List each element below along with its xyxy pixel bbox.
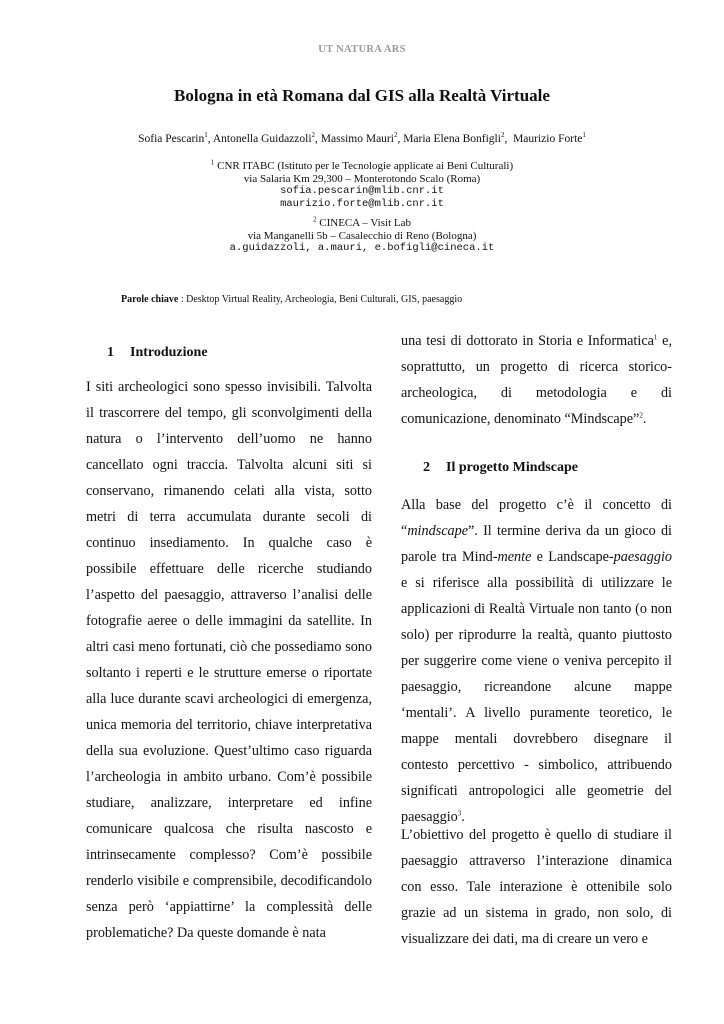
section-title: Il progetto Mindscape [446,460,578,475]
affiliation-line: via Salaria Km 29,300 – Monterotondo Scalo (Roma) [243,172,481,185]
footnote-mark: 3 [457,809,462,818]
text-run: ”. Il termine deriva da un gioco di parole tra Mind- [401,523,672,565]
footnote-mark: 1 [653,333,658,342]
text-run: Alla base del progetto c’è il concetto di “ [401,497,672,539]
text-run: e, soprattutto, un progetto di ricerca storico-archeologica, di metodologia e di comunicazione, denominato “Mindscape” [401,333,672,427]
right-column-paragraph-1 [401,328,672,432]
affiliation-email: maurizio.forte@mlib.cnr.it [280,197,444,210]
author-name: Antonella Guidazzoli [212,133,312,145]
emphasis: mente [497,549,532,565]
keywords [121,294,681,305]
text-run: e si riferisce alla possibilità di utilizzare le applicazioni di Realtà Virtuale non tanto (o non solo) per riprodurre la realtà, quanto piuttosto per suggerire come viene o veniva percepito il paesaggio, ricreandone alcune mappe ‘mentali’. A livello puramente teoretico, le mappe mentali dovrebbero disegnare il contesto percettivo - simbolico, attribuendo significati antropologici alle geometrie del paesaggio [401,575,672,825]
body-paragraph [401,328,672,432]
text-run: e Landscape- [531,549,614,565]
text-run: una tesi di dottorato in Storia e Informatica [401,333,654,349]
section-title: Introduzione [130,345,208,360]
affiliation-number: 2 [313,215,317,224]
footnote-mark: 2 [639,411,643,420]
emphasis: mindscape [407,523,468,539]
body-paragraph: I siti archeologici sono spesso invisibili. Talvolta il trascorrere del tempo, gli sconvolgimenti della natura o l’intervento dell’uomo ne hanno cancellato ogni traccia. Talvolta alcuni siti si conservano, rimanendo celati alla vista, sotto metri di terra accumulata durante secoli di continuo insediamento. In qualche caso è possibile effettuare delle ricerche studiando l’aspetto del paesaggio, attraverso l’analisi delle fotografie aeree o delle immagini da satellite. In altri casi meno fortunati, ciò che possediamo sono soltanto i reperti e le strutture emerse o riportate alla luce durante scavi archeologici di emergenza, unica memoria del territorio, chiave interpretativa della sua evoluzione. Quest’ultimo caso riguarda l’archeologia in ambito urbano. Com’è possibile studiare, analizzare, interpretare ed infine comunicare qualcosa che risulta nascosto e intrinsecamente complesso? Com’è possibile renderlo visibile e comprensibile, decodificandolo senza però ‘appiattirne’ la complessità delle problematiche? Da queste domande è nata [86,379,372,941]
left-column [86,374,372,946]
text-run: . [642,411,647,427]
affiliation-2 [0,217,724,255]
author-affiliation-mark: 2 [500,131,505,140]
affiliation-line: CINECA – Visit Lab [319,217,411,229]
affiliation-email: a.guidazzoli, a.mauri, e.bofigli@cineca.it [229,242,495,254]
paper-title: Bologna in età Romana dal GIS alla Realtà Virtuale [174,86,550,105]
author-affiliation-mark: 1 [204,131,208,140]
author-list: Sofia Pescarin$^1$, Antonella Guidazzoli$^2$, Massimo Mauri$^2$, Maria Elena Bonfigli$^2$, Maurizio Forte$^1$ [138,131,586,145]
text-run: . [461,809,465,825]
affiliation-email: sofia.pescarin@mlib.cnr.it [280,185,444,197]
section-heading-introduzione [107,345,208,361]
body-paragraph: L’obiettivo del progetto è quello di studiare il paesaggio attraverso l’interazione dinamica con esso. Tale interazione è ottenibile solo grazie ad un sistema in grado, non solo, di visualizzare dei dati, ma di creare un vero e [401,827,672,947]
author-name: Massimo Mauri [320,133,394,145]
affiliation-line: via Manganelli 5b – Casalecchio di Reno (Bologna) [247,229,477,242]
section-number: 2 [423,460,430,475]
author-name: Sofia Pescarin [138,133,205,145]
affiliation-1 [0,160,724,210]
body-paragraph [401,492,672,830]
keywords-label: Parole chiave [121,294,179,305]
emphasis: paesaggio [613,549,672,565]
right-column-paragraph-3 [401,822,672,952]
author-name: Maria Elena Bonfigli [403,133,501,145]
author-name: Maurizio Forte [513,133,583,145]
affiliation-line: CNR ITABC (Istituto per le Tecnologie applicate ai Beni Culturali) [217,160,514,172]
running-header: UT NATURA ARS [318,44,406,55]
affiliation-number: 1 [210,158,215,167]
keywords-list: : Desktop Virtual Reality, Archeologia, Beni Culturali, GIS, paesaggio [178,294,463,305]
author-affiliation-mark: 2 [393,131,398,140]
author-affiliation-mark: 1 [582,131,586,140]
section-heading-mindscape [423,460,578,476]
right-column-paragraph-2 [401,492,672,830]
section-number: 1 [107,345,114,360]
author-affiliation-mark: 2 [311,131,316,140]
